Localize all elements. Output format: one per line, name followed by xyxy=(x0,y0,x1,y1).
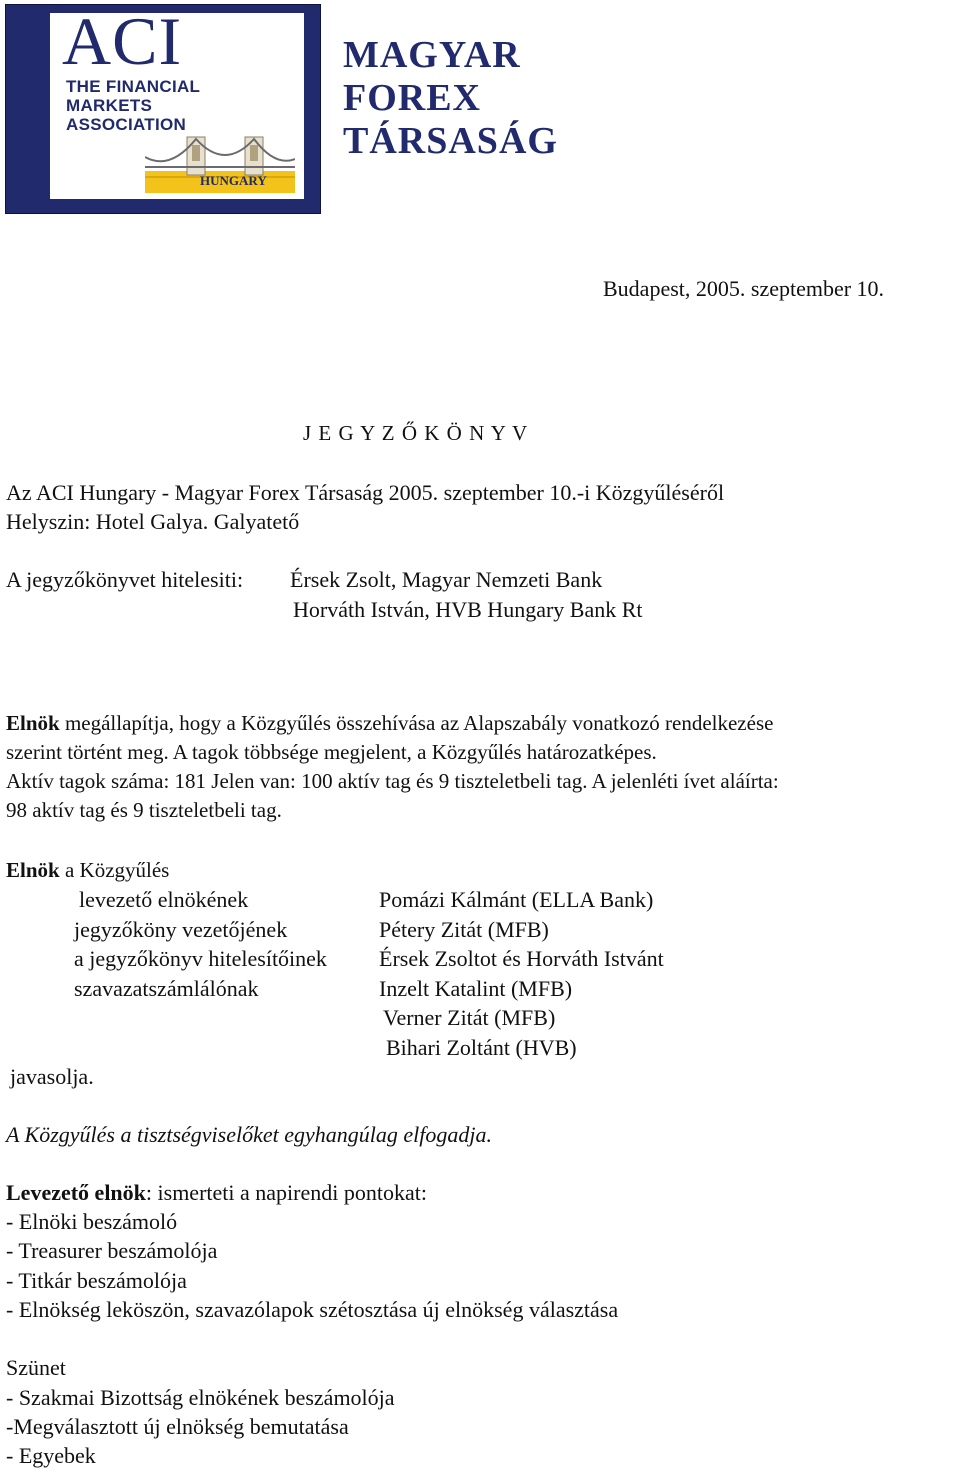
logo-line-3: ASSOCIATION xyxy=(66,115,187,134)
para1-line-1 xyxy=(6,709,773,738)
acceptance-statement: A Közgyűlés a tisztségviselőket egyhangúlag elfogadja. xyxy=(6,1122,492,1147)
logo-line-1: THE FINANCIAL xyxy=(66,77,201,96)
proposal-intro xyxy=(6,856,169,885)
agenda-heading-rest: : ismerteti a napirendi pontokat: xyxy=(145,1180,427,1205)
agenda-item: - Elnöki beszámoló xyxy=(6,1209,178,1234)
role-label: levezető elnökének xyxy=(79,887,249,912)
authenticators-label: A jegyzőkönyvet hitelesiti: xyxy=(6,567,244,592)
agenda-item: - Egyebek xyxy=(6,1443,96,1468)
extra-name: Verner Zitát (MFB) xyxy=(383,1005,556,1030)
aci-logo xyxy=(5,4,321,214)
authenticator-2: Horváth István, HVB Hungary Bank Rt xyxy=(293,597,643,622)
document-subtitle: Az ACI Hungary - Magyar Forex Társaság 2005. szeptember 10.-i Közgyűléséről xyxy=(6,480,725,505)
role-name: Pétery Zitát (MFB) xyxy=(379,917,549,942)
agenda-item: - Elnökség leköszön, szavazólapok szétosztása új elnökség választása xyxy=(6,1297,619,1322)
agenda-bold: Levezető elnök xyxy=(6,1180,146,1205)
logo-aci-text: ACI xyxy=(62,13,183,79)
org-name-line-2: FOREX xyxy=(343,77,481,119)
agenda-item: - Treasurer beszámolója xyxy=(6,1238,218,1263)
logo-country: HUNGARY xyxy=(200,173,267,188)
para1-line-2: szerint történt meg. A tagok többsége megjelent, a Közgyűlés határozatképes. xyxy=(6,740,657,764)
role-label: a jegyzőkönyv hitelesítőinek xyxy=(74,946,327,971)
agenda-item: - Szakmai Bizottság elnökének beszámolója xyxy=(6,1385,395,1410)
role-name: Inzelt Katalint (MFB) xyxy=(379,976,573,1001)
role-name: Érsek Zsoltot és Horváth Istvánt xyxy=(379,946,664,971)
agenda-item: -Megválasztott új elnökség bemutatása xyxy=(6,1414,349,1439)
role-label: szavazatszámlálónak xyxy=(74,976,259,1001)
para1-line-4: 98 aktív tag és 9 tiszteletbeli tag. xyxy=(6,798,282,822)
agenda-item: - Titkár beszámolója xyxy=(6,1268,187,1293)
extra-name: Bihari Zoltánt (HVB) xyxy=(386,1035,577,1060)
aci-logo-panel xyxy=(50,13,304,199)
proposal-closing: javasolja. xyxy=(10,1064,94,1089)
proposal-bold: Elnök xyxy=(6,858,60,882)
logo-line-2: MARKETS xyxy=(66,96,153,115)
document-date: Budapest, 2005. szeptember 10. xyxy=(603,276,885,301)
role-label: jegyzőköny vezetőjének xyxy=(74,917,288,942)
role-name: Pomázi Kálmánt (ELLA Bank) xyxy=(379,887,654,912)
break-label: Szünet xyxy=(6,1355,66,1380)
proposal-intro-rest: a Közgyűlés xyxy=(59,858,170,882)
org-name-line-1: MAGYAR xyxy=(343,34,521,76)
location: Helyszin: Hotel Galya. Galyatető xyxy=(6,509,300,534)
authenticator-1: Érsek Zsolt, Magyar Nemzeti Bank xyxy=(290,567,603,592)
para1-line-3: Aktív tagok száma: 181 Jelen van: 100 aktív tag és 9 tiszteletbeli tag. A jelenléti ívet aláírta: xyxy=(6,769,779,793)
para1-bold: Elnök xyxy=(6,711,60,735)
agenda-heading xyxy=(6,1178,427,1207)
org-name-line-3: TÁRSASÁG xyxy=(343,120,558,162)
para1-line-1-rest: megállapítja, hogy a Közgyűlés összehívása az Alapszabály vonatkozó rendelkezése xyxy=(59,711,774,735)
document-title: J E G Y Z Ő K Ö N Y V xyxy=(303,421,529,445)
